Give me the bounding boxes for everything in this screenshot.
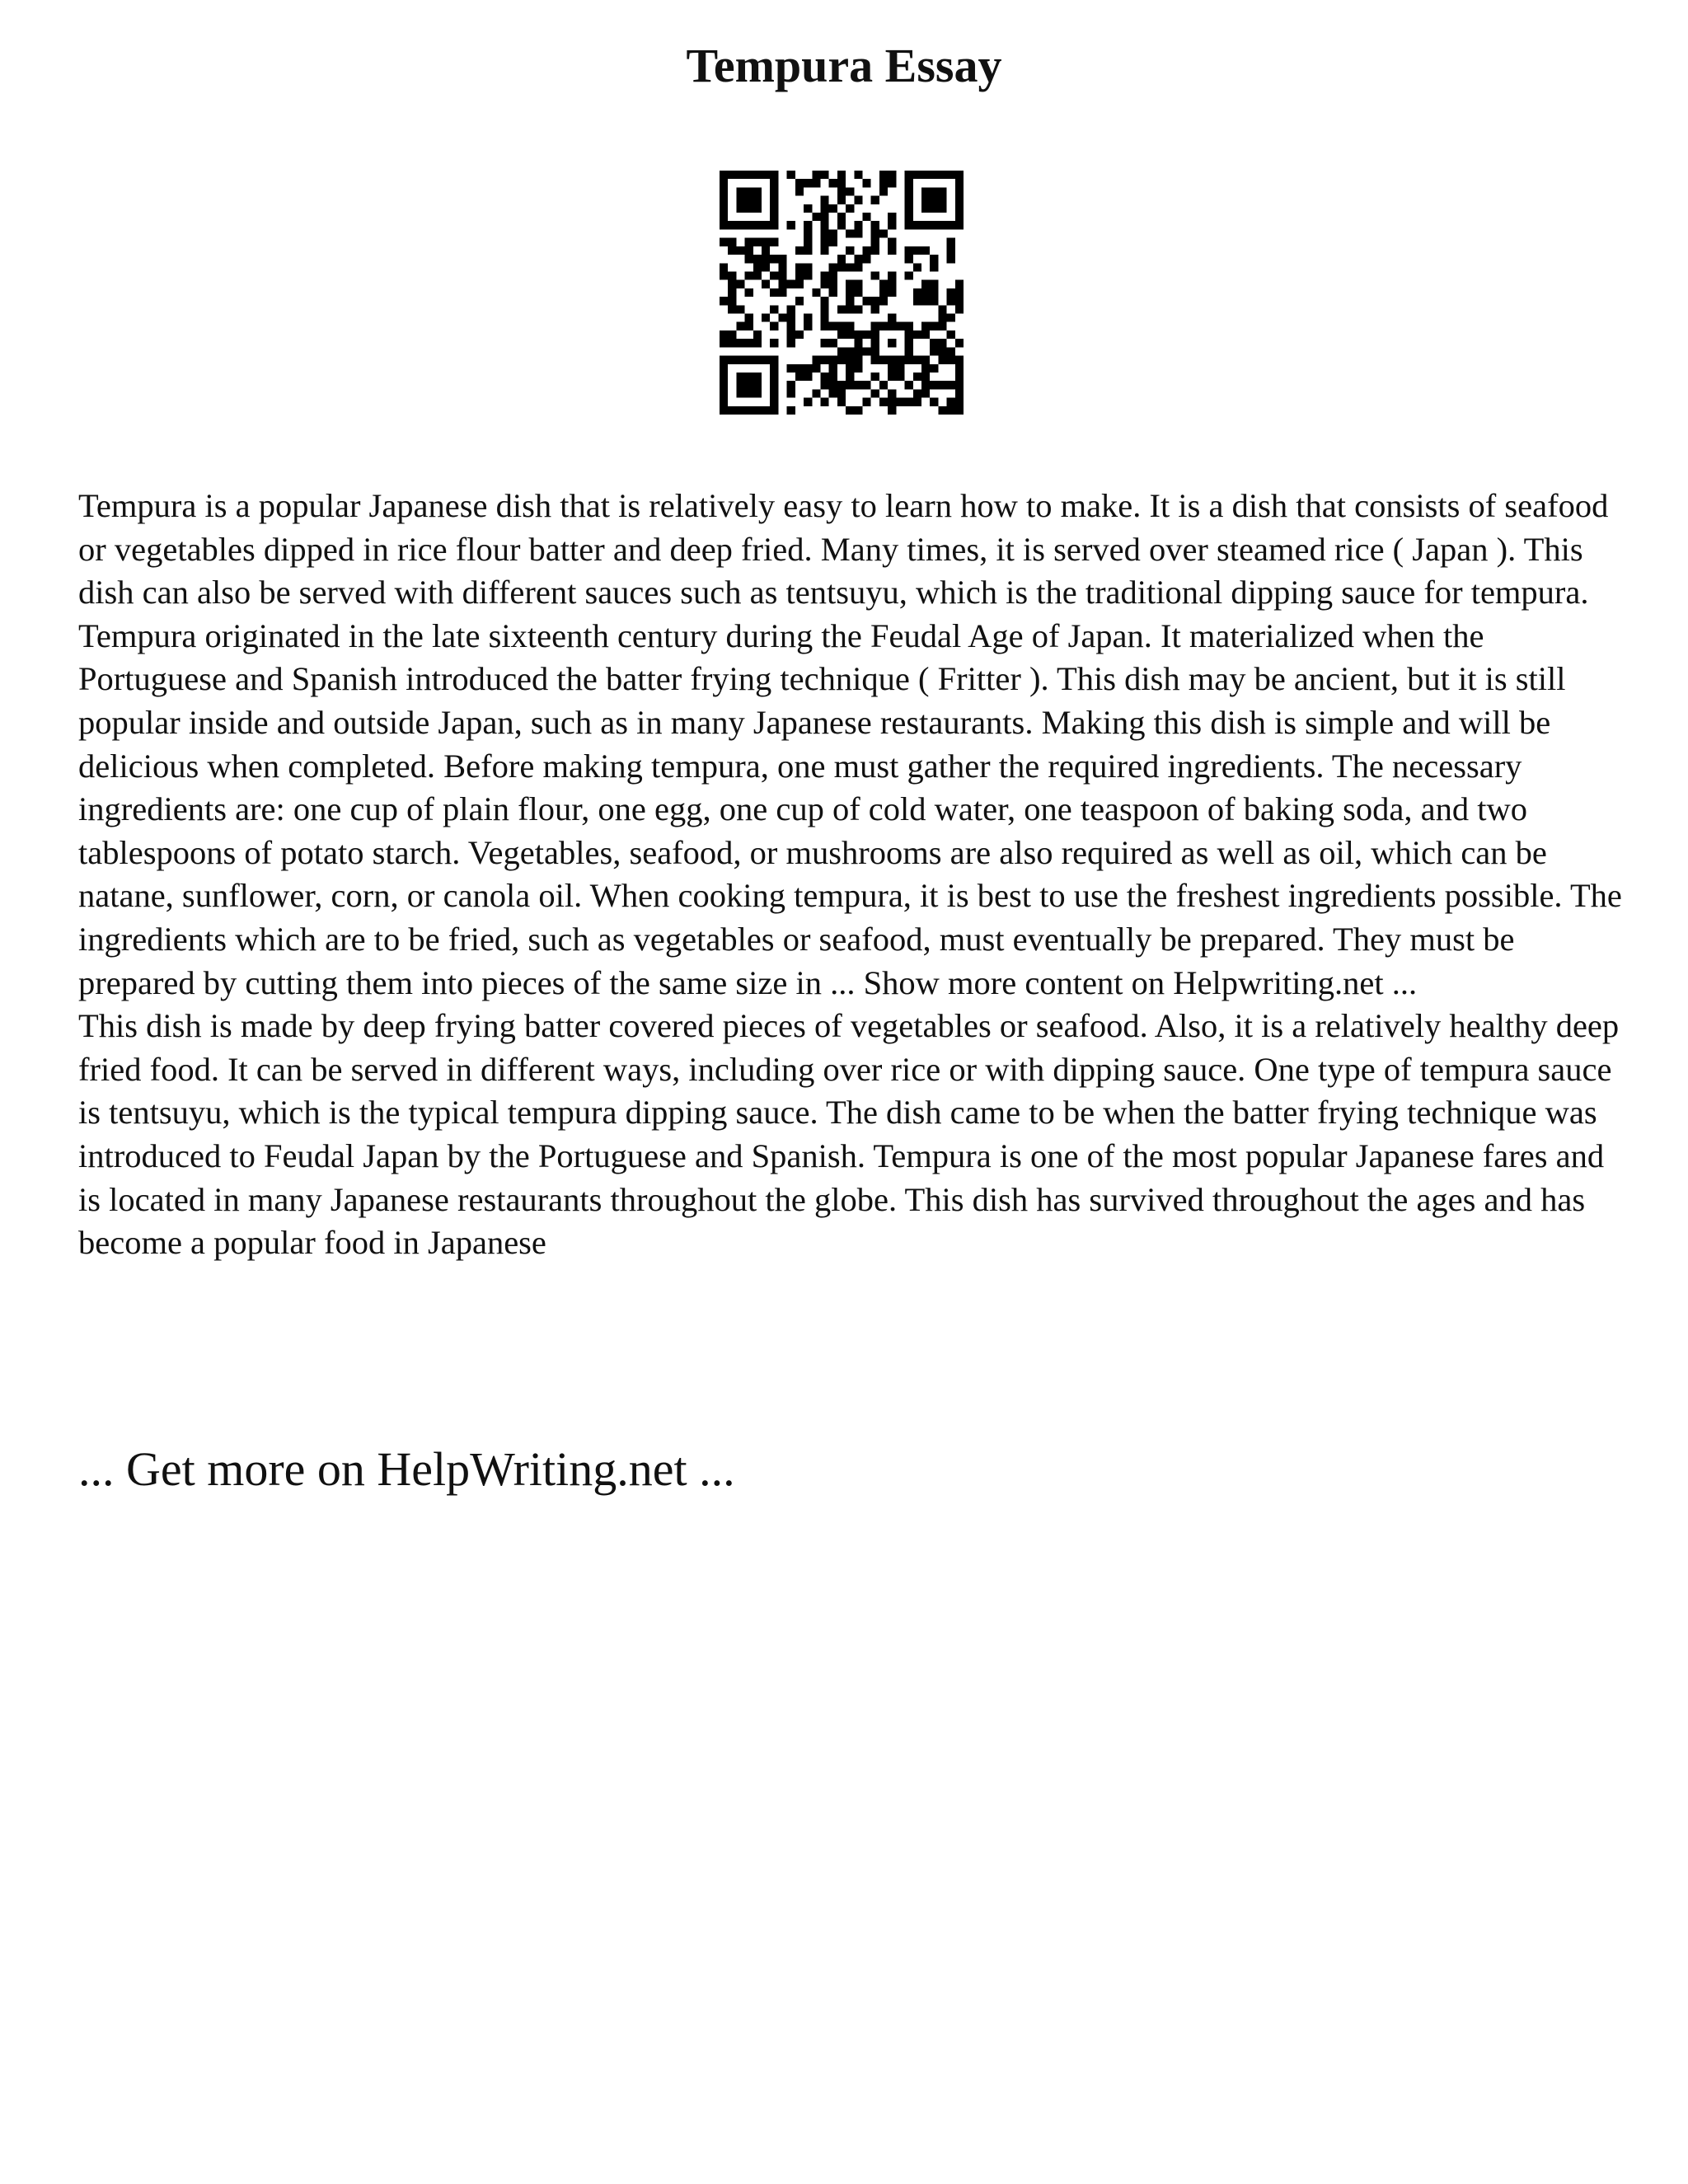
page-title: Tempura Essay — [686, 39, 1002, 92]
essay-paragraph-2: This dish is made by deep frying batter covered pieces of vegetables or seafood. Also, it is a relatively healthy deep fried food. It can be served in different ways, including over rice or with dipping sauce. One type of tempura sauce is tentsuyu, which is the typical tempura dipping sauce. The dish came to be when the batter frying technique was introduced to Feudal Japan by the Portuguese and Spanish. Tempura is one of the most popular Japanese fares and is located in many Japanese restaurants throughout the globe. This dish has survived throughout the ages and has become a popular food in Japanese — [78, 1007, 1620, 1262]
essay-body — [78, 485, 1628, 1265]
qr-code — [720, 171, 964, 415]
get-more-link[interactable]: ... Get more on HelpWriting.net ... — [78, 1442, 735, 1496]
qr-code-image — [720, 171, 964, 415]
essay-paragraph-1: Tempura is a popular Japanese dish that is relatively easy to learn how to make. It is a dish that consists of seafood or vegetables dipped in rice flour batter and deep fried. Many times, it is served over steamed rice ( Japan ). This dish can also be served with different sauces such as tentsuyu, which is the traditional dipping sauce for tempura. Tempura originated in the late sixteenth century during the Feudal Age of Japan. It materialized when the Portuguese and Spanish introduced the batter frying technique ( Fritter ). This dish may be ancient, but it is still popular inside and outside Japan, such as in many Japanese restaurants. Making this dish is simple and will be delicious when completed. Before making tempura, one must gather the required ingredients. The necessary ingredients are: one cup of plain flour, one egg, one cup of cold water, one teaspoon of baking soda, and two tablespoons of potato starch. Vegetables, seafood, or mushrooms are also required as well as oil, which can be natane, sunflower, corn, or canola oil. When cooking tempura, it is best to use the freshest ingredients possible. The ingredients which are to be fried, such as vegetables or seafood, must eventually be prepared. They must be prepared by cutting them into pieces of the same size in ... Show more content on Helpwriting.net ... — [78, 487, 1622, 1001]
qr-modules — [720, 171, 964, 415]
